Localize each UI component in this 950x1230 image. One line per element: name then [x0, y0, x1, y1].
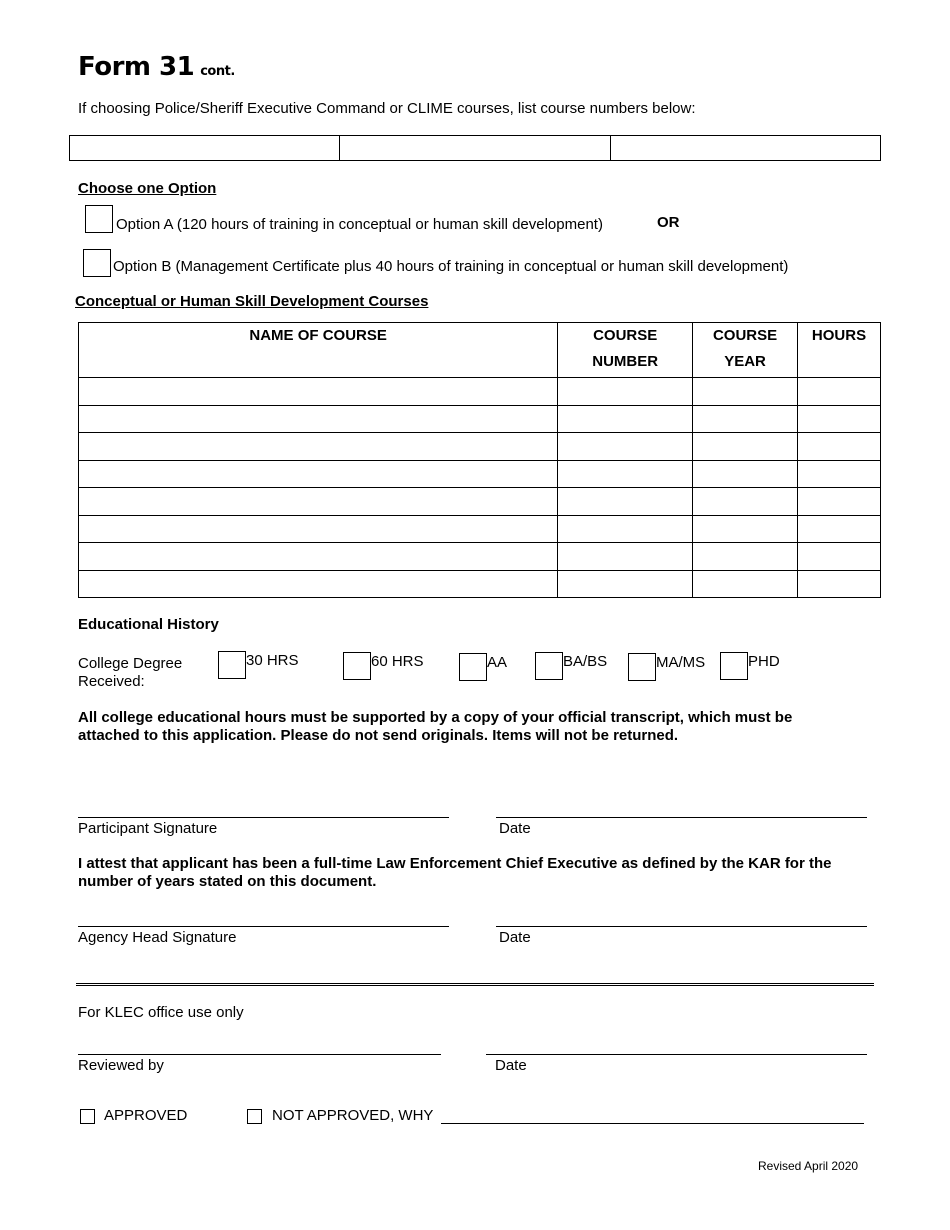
course-name-cell[interactable] [79, 460, 558, 488]
course-number-cell[interactable] [558, 460, 693, 488]
course-number-cell[interactable] [558, 405, 693, 433]
option-a-checkbox[interactable] [85, 205, 113, 233]
form-title-text: Form 31 [78, 52, 195, 82]
participant-date-label: Date [499, 820, 531, 837]
option-b-label: Option B (Management Certificate plus 40 hours of training in conceptual or human skill development) [113, 258, 789, 275]
office-use-heading: For KLEC office use only [78, 1004, 244, 1021]
col-name-of-course [79, 323, 558, 378]
degree-checkbox[interactable] [720, 652, 748, 680]
not-approved-checkbox[interactable] [247, 1109, 262, 1124]
col-course-number-line-1: COURSE [593, 327, 658, 344]
col-hours-label: HOURS [811, 327, 867, 344]
degree-label-text: AA [487, 654, 508, 671]
table-row [79, 515, 881, 543]
course-number-cell[interactable] [558, 570, 693, 598]
degree-label-text: PHD [748, 653, 780, 670]
degree-label-text: 60 HRS [371, 653, 424, 670]
reviewed-date-line[interactable] [486, 1054, 867, 1055]
not-approved-reason-line[interactable] [441, 1123, 864, 1124]
option-b-checkbox[interactable] [83, 249, 111, 277]
degree-label-line-1: College Degree [78, 655, 183, 672]
course-name-cell[interactable] [79, 570, 558, 598]
col-hours [798, 323, 881, 378]
course-name-cell[interactable] [79, 405, 558, 433]
degree-label-line-2: Received: [78, 673, 145, 690]
degree-checkbox[interactable] [343, 652, 371, 680]
participant-signature-line[interactable] [78, 817, 449, 818]
course-year-cell[interactable] [693, 488, 798, 516]
table-row [79, 570, 881, 598]
course-year-cell[interactable] [693, 570, 798, 598]
col-course-number-line-2: NUMBER [592, 353, 659, 370]
reviewed-date-label: Date [495, 1057, 527, 1074]
course-name-cell[interactable] [79, 488, 558, 516]
col-course-year [693, 323, 798, 378]
course-name-cell[interactable] [79, 378, 558, 406]
table-row [79, 433, 881, 461]
intro-text: If choosing Police/Sheriff Executive Command or CLIME courses, list course numbers below: [78, 100, 696, 117]
degree-checkbox[interactable] [218, 651, 246, 679]
choose-option-heading: Choose one Option [78, 180, 217, 197]
course-hours-cell[interactable] [798, 488, 881, 516]
course-year-cell[interactable] [693, 543, 798, 571]
degree-option-phd[interactable] [720, 652, 780, 680]
revised-date: Revised April 2020 [758, 1159, 859, 1173]
course-year-cell[interactable] [693, 460, 798, 488]
course-hours-cell[interactable] [798, 515, 881, 543]
participant-signature-label: Participant Signature [78, 820, 218, 837]
col-course-year-line-1: COURSE [712, 327, 778, 344]
course-name-cell[interactable] [79, 515, 558, 543]
table-row [79, 405, 881, 433]
courses-heading: Conceptual or Human Skill Development Courses [75, 293, 429, 310]
table-row [79, 460, 881, 488]
form-title [78, 52, 235, 82]
degree-label-text: MA/MS [656, 654, 706, 671]
course-hours-cell[interactable] [798, 570, 881, 598]
course-number-field-2[interactable] [340, 136, 610, 160]
degree-checkbox[interactable] [535, 652, 563, 680]
course-name-cell[interactable] [79, 433, 558, 461]
course-numbers-table [69, 135, 881, 161]
course-hours-cell[interactable] [798, 378, 881, 406]
table-row [79, 488, 881, 516]
col-course-number [558, 323, 693, 378]
form-title-suffix: cont. [200, 64, 235, 79]
or-label: OR [657, 214, 680, 231]
course-number-cell[interactable] [558, 433, 693, 461]
degree-label [78, 655, 198, 691]
degree-option-babs[interactable] [535, 652, 607, 680]
table-row [79, 378, 881, 406]
course-name-cell[interactable] [79, 543, 558, 571]
degree-checkbox[interactable] [628, 653, 656, 681]
degree-option-60hrs[interactable] [343, 652, 424, 680]
course-number-cell[interactable] [558, 515, 693, 543]
transcript-note: All college educational hours must be supported by a copy of your official transcript, which must be attached to this application. Please do not send originals. Items will not be returned. [78, 709, 793, 744]
approved-label: APPROVED [104, 1107, 188, 1124]
attest-text: I attest that applicant has been a full-time Law Enforcement Chief Executive as defined by the KAR for the number of years stated on this document. [78, 855, 832, 890]
col-name-of-course-label: NAME OF COURSE [249, 327, 387, 344]
option-a-label: Option A (120 hours of training in conceptual or human skill development) [116, 216, 603, 233]
course-hours-cell[interactable] [798, 405, 881, 433]
course-number-cell[interactable] [558, 378, 693, 406]
degree-option-30hrs[interactable] [218, 651, 299, 679]
agency-date-line[interactable] [496, 926, 867, 927]
agency-date-label: Date [499, 929, 531, 946]
degree-label-text: 30 HRS [246, 652, 299, 669]
col-course-year-line-2: YEAR [724, 353, 766, 370]
not-approved-label: NOT APPROVED, WHY [272, 1107, 434, 1124]
agency-signature-line[interactable] [78, 926, 449, 927]
course-year-cell[interactable] [693, 433, 798, 461]
course-year-cell[interactable] [693, 405, 798, 433]
course-number-cell[interactable] [558, 488, 693, 516]
degree-checkbox[interactable] [459, 653, 487, 681]
course-number-field-3[interactable] [611, 136, 880, 160]
agency-signature-label: Agency Head Signature [78, 929, 237, 946]
section-divider [76, 983, 874, 986]
course-hours-cell[interactable] [798, 543, 881, 571]
courses-table [78, 322, 881, 598]
course-hours-cell[interactable] [798, 460, 881, 488]
degree-label-text: BA/BS [563, 653, 608, 670]
reviewed-by-line[interactable] [78, 1054, 441, 1055]
approved-checkbox[interactable] [80, 1109, 95, 1124]
participant-date-line[interactable] [496, 817, 867, 818]
course-hours-cell[interactable] [798, 433, 881, 461]
degree-option-aa[interactable] [459, 653, 507, 681]
education-heading: Educational History [78, 616, 219, 633]
table-row [79, 543, 881, 571]
course-year-cell[interactable] [693, 515, 798, 543]
reviewed-by-label: Reviewed by [78, 1057, 164, 1074]
course-number-field-1[interactable] [70, 136, 340, 160]
course-number-cell[interactable] [558, 543, 693, 571]
degree-option-mams[interactable] [628, 653, 705, 681]
course-year-cell[interactable] [693, 378, 798, 406]
courses-header-row [79, 323, 881, 378]
